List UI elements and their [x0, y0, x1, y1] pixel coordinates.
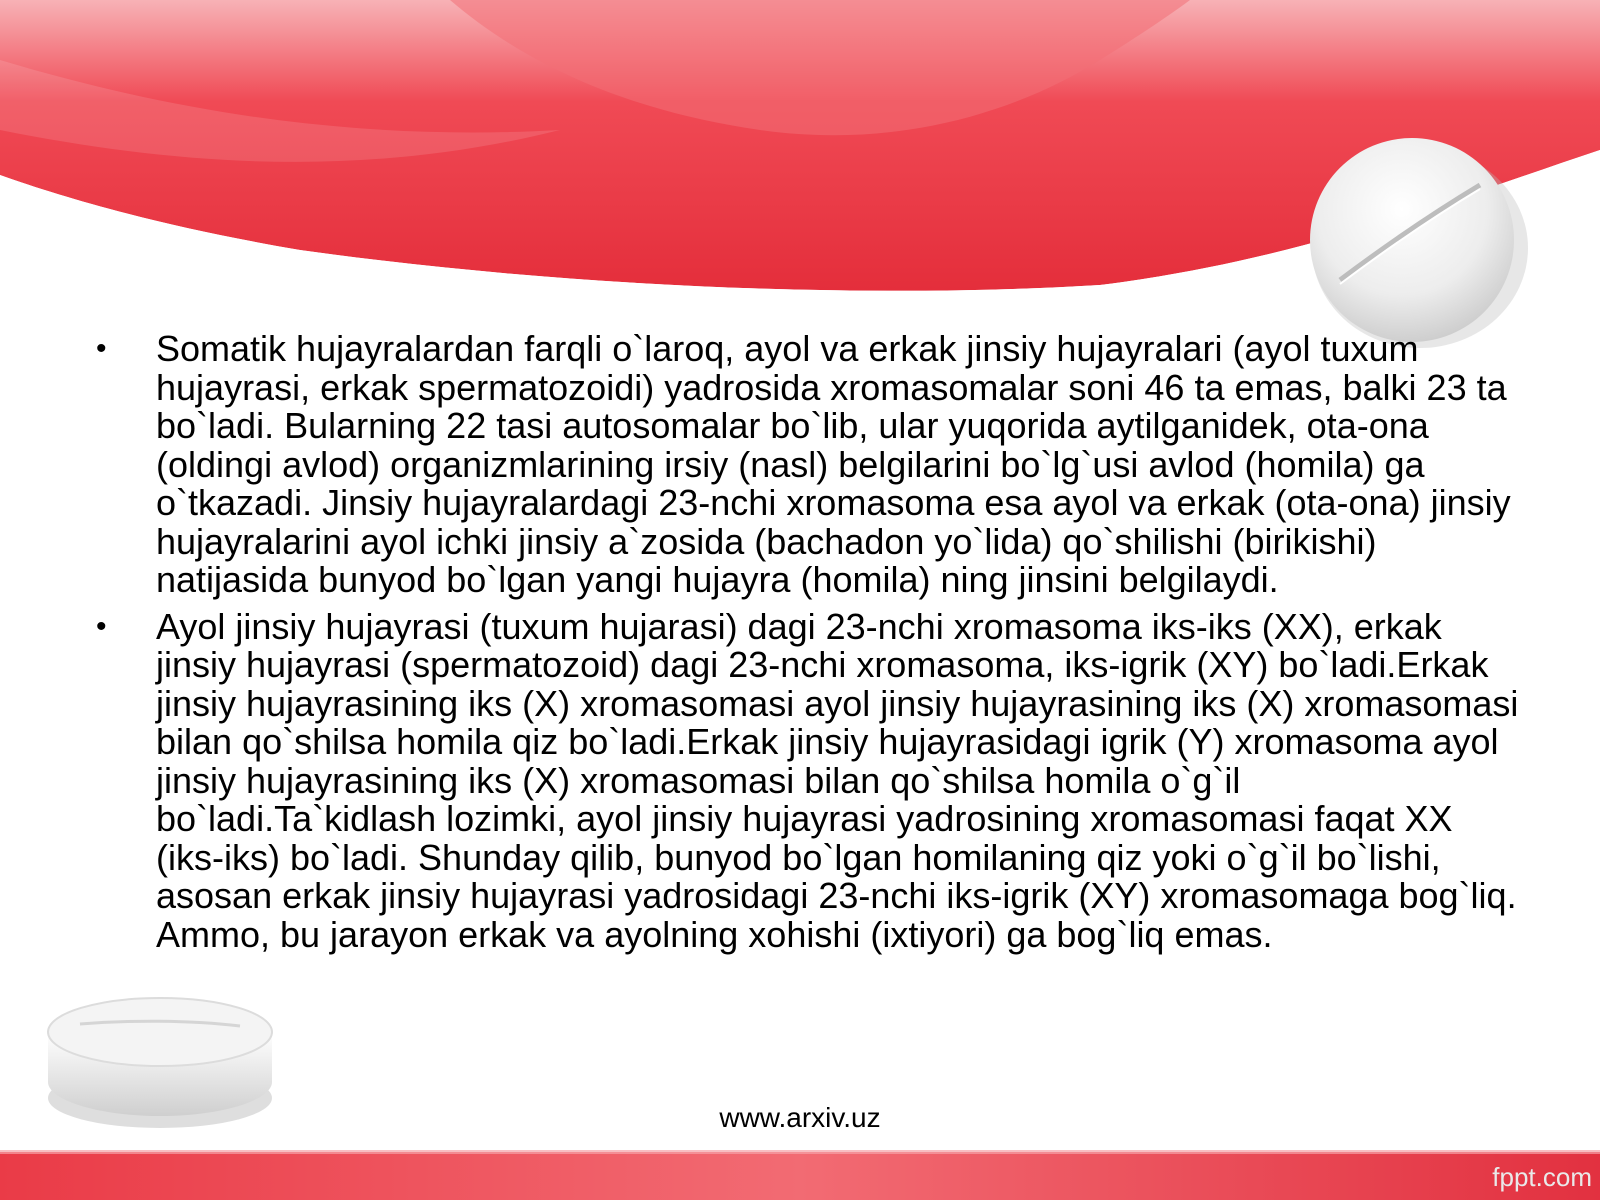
bottom-red-band	[0, 1152, 1600, 1200]
bullet-marker: •	[96, 609, 107, 643]
brand-watermark: fppt.com	[1492, 1162, 1592, 1192]
bullet-marker: •	[96, 332, 107, 365]
bullet-text-1: Somatik hujayralardan farqli o`laroq, ayol va erkak jinsiy hujayralari (ayol tuxum hujayrasi, erkak spermatozoidi) yadrosida xromasomalar soni 46 ta emas, balki 23 ta bo`ladi. Bularning 22 tasi autosomalar bo`lib, ular yuqorida aytilganidek, ota-ona (oldingi avlod) organizmlarining irsiy (nasl) belgilarini bo`lg`usi avlod (homila) ga o`tkazadi. Jinsiy hujayralardagi 23-nchi xromasoma esa ayol va erkak (ota-ona) jinsiy hujayralarini ayol ichki jinsiy a`zosida (bachadon yo`lida) qo`shilishi (birikishi) natijasida bunyod bo`lgan yangi hujayra (homila) ning jinsini belgilaydi.	[156, 328, 1511, 600]
bullet-item-2	[88, 605, 1528, 955]
bullet-text-2: Ayol jinsiy hujayrasi (tuxum hujarasi) dagi 23-nchi xromasoma iks-iks (XX), erkak jinsiy hujayrasi (spermatozoid) dagi 23-nchi xromasoma, iks-igrik (XY) bo`ladi.Erkak jinsiy hujayrasining iks (X) xromasomasi ayol jinsiy hujayrasining iks (X) xromasomasi bilan qo`shilsa homila qiz bo`ladi.Erkak jinsiy hujayrasidagi igrik (Y) xromasoma ayol jinsiy hujayrasining iks (X) xromasomasi bilan qo`shilsa homila o`g`il bo`ladi.Ta`kidlash lozimki, ayol jinsiy hujayrasi yadrosining xromasomasi faqat XX (iks-iks) bo`ladi. Shunday qilib, bunyod bo`lgan homilaning qiz yoki o`g`il bo`lishi, asosan erkak jinsiy hujayrasi yadrosidagi 23-nchi iks-igrik (XY) xromasomaga bog`liq. Ammo, bu jarayon erkak va ayolning xohishi (ixtiyori) ga bog`liq emas.	[156, 605, 1519, 955]
bullet-item-1	[88, 330, 1528, 600]
bullet-list	[88, 330, 1528, 962]
footer-url: www.arxiv.uz	[719, 1102, 881, 1133]
